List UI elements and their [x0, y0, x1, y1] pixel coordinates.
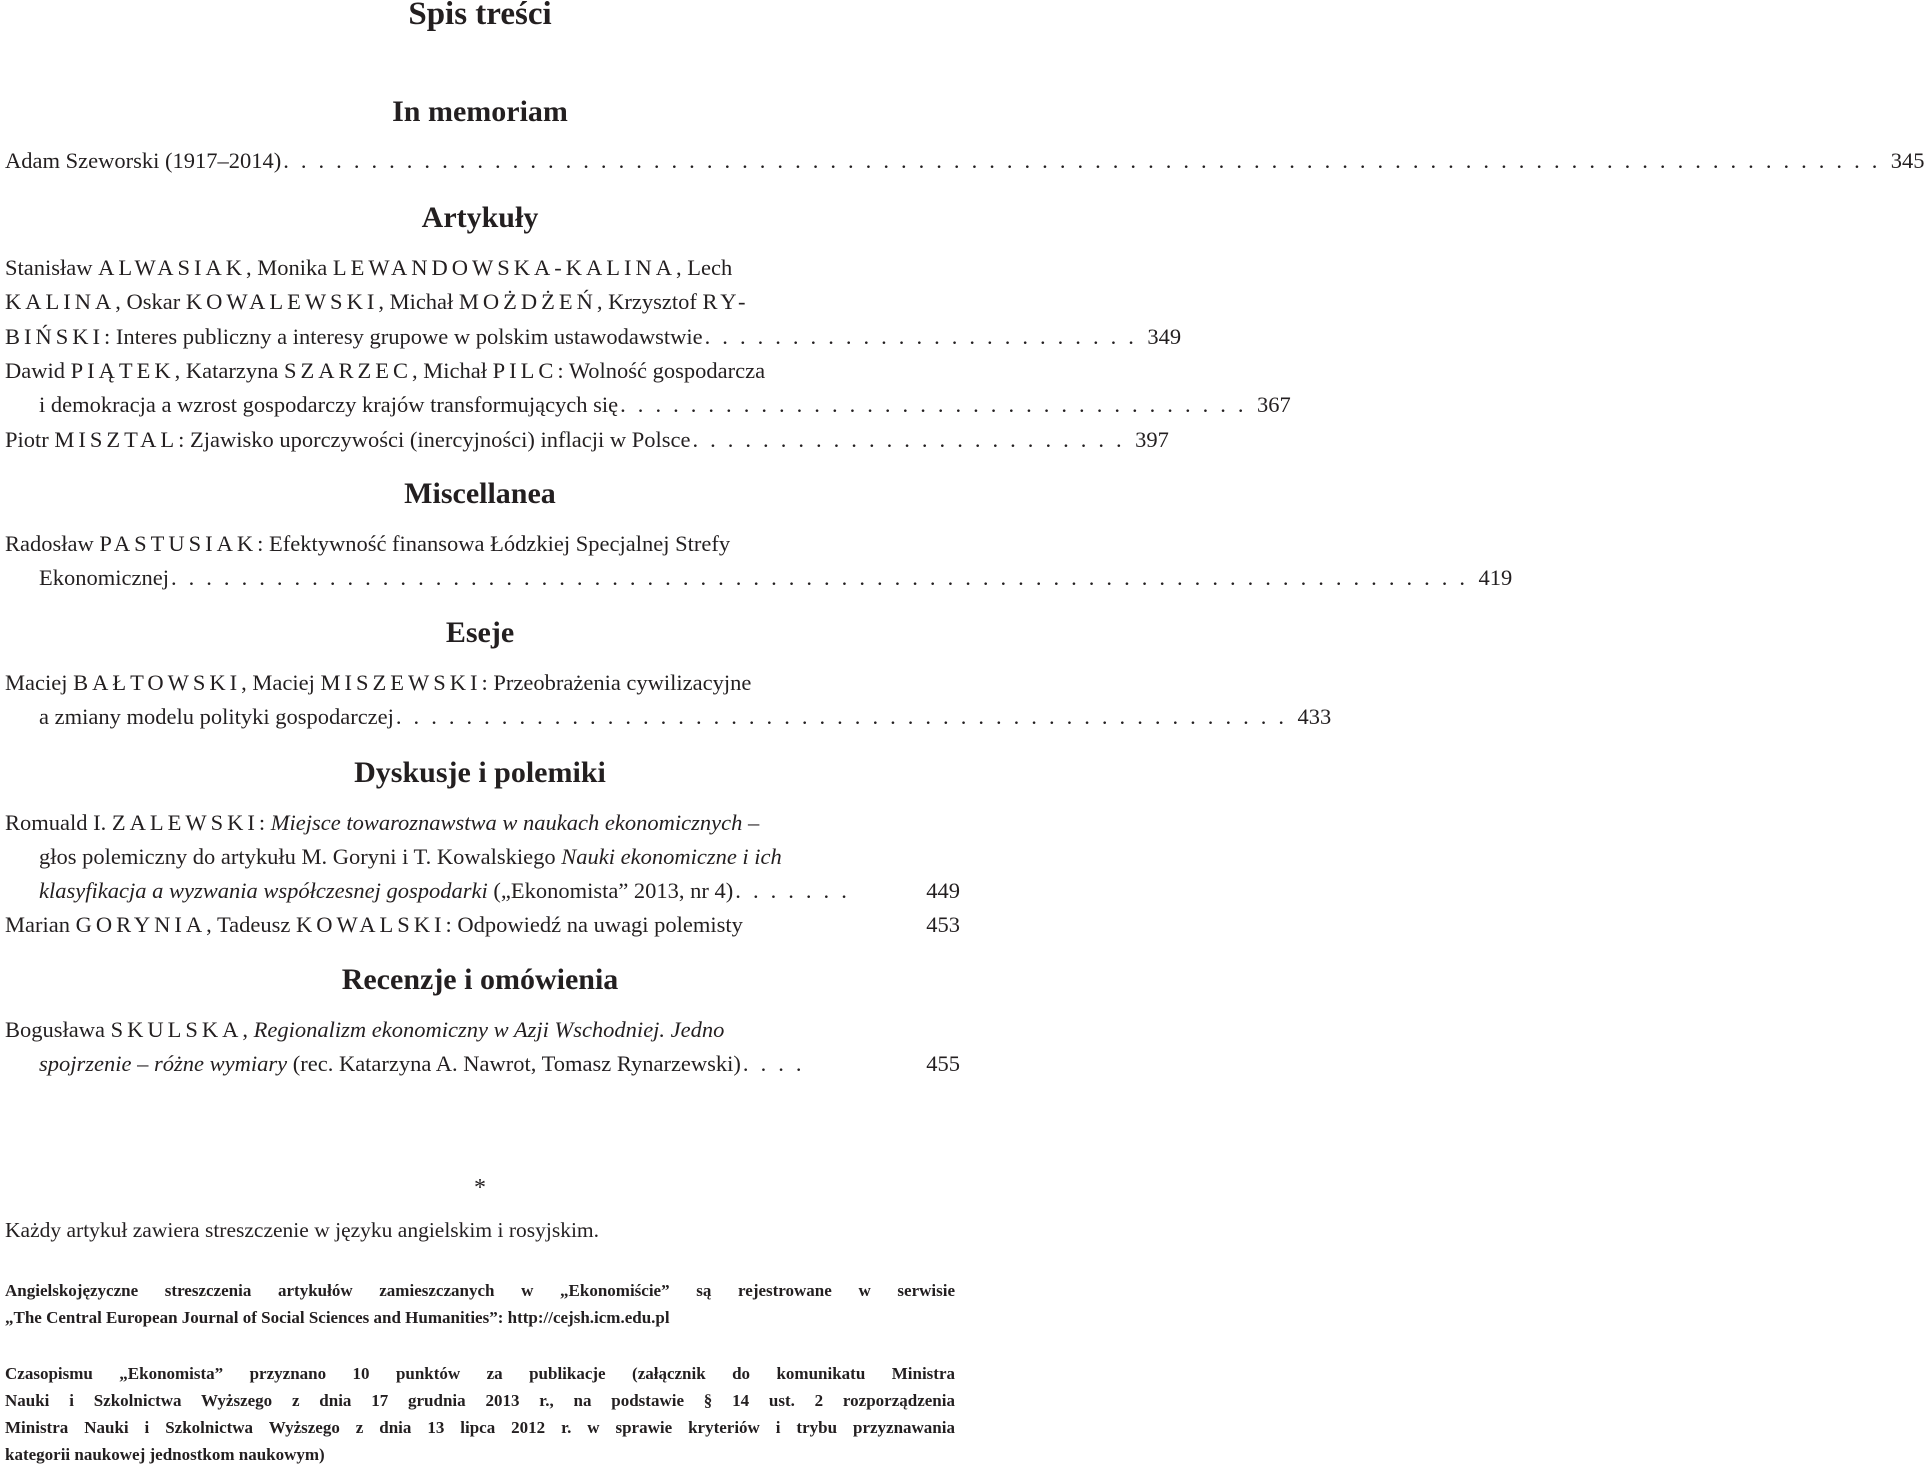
dot-leader: . . . . . . . . . . . . . . . . . . . . . . . . . . . . . . . . . . . . . . . . . . . . . . . . . . . . . . . . . . . . . . . . . . . . . . . . . . . . . . . . . . . . . . . . . . . — [283, 148, 1881, 173]
author-last: MISZEWSKI — [320, 670, 482, 695]
entry-title: : — [258, 810, 271, 835]
author-first: , Oskar — [115, 289, 186, 314]
section-heading-dyskusje: Dyskusje i polemiki — [354, 756, 606, 789]
page-number: 345 — [1890, 148, 1925, 173]
author-last: SZARZEC — [283, 358, 412, 383]
author-last: PIĄTEK — [70, 358, 175, 383]
toc-entry-baltowski-line1[interactable] — [5, 666, 883, 700]
toc-entry-pastusiak-line1[interactable] — [5, 527, 883, 561]
entry-title-italic: klasyfikacja a wyzwania współczesnej gospodarki — [39, 878, 488, 903]
entry-title: a zmiany modelu polityki gospodarczej — [39, 704, 394, 729]
entry-title: Adam Szeworski (1917–2014) — [5, 148, 282, 173]
author-first: , Michał — [378, 289, 459, 314]
author-last: BAŁTOWSKI — [73, 670, 242, 695]
summary-note: Każdy artykuł zawiera streszczenie w języku angielskim i rosyjskim. — [5, 1218, 600, 1242]
dot-leader: . . . . . . . . . . . . . . . . . . . . . . . . . — [704, 324, 1138, 349]
toc-entry-alwasiak-line1[interactable] — [5, 251, 883, 285]
page-number: 453 — [926, 912, 960, 937]
points-note-line1: Czasopismu „Ekonomista” przyznano 10 punktów za publikacje (załącznik do komunikatu Ministra — [5, 1364, 955, 1383]
points-note-line3: Ministra Nauki i Szkolnictwa Wyższego z dnia 13 lipca 2012 r. w sprawie kryteriów i trybu przyznawania — [5, 1418, 955, 1437]
toc-entry-zalewski-line1[interactable] — [5, 806, 883, 840]
author-last: LEWANDOWSKA-KALINA — [332, 255, 677, 280]
entry-title-italic: Regionalizm ekonomiczny w Azji Wschodniej. Jedno — [253, 1017, 725, 1042]
author-first: Maciej — [5, 670, 74, 695]
toc-entry-gorynia[interactable] — [5, 908, 960, 942]
author-first: Stanisław — [5, 255, 99, 280]
author-last: KALINA — [5, 289, 116, 314]
author-first: Romuald I. — [5, 810, 112, 835]
section-heading-artykuly: Artykuły — [421, 201, 539, 234]
points-note-line2: Nauki i Szkolnictwa Wyższego z dnia 17 grudnia 2013 r., na podstawie § 14 ust. 2 rozporządzenia — [5, 1391, 955, 1410]
entry-title-italic: Nauki ekonomiczne i ich — [561, 844, 782, 869]
cejsh-note-line1: Angielskojęzyczne streszczenia artykułów zamieszczanych w „Ekonomiście” są rejestrowane w serwisie — [5, 1281, 955, 1300]
page-number: 397 — [1135, 427, 1169, 452]
entry-title: , — [242, 1017, 254, 1042]
author-first: , Michał — [411, 358, 493, 383]
dot-leader: . . . . . . . . . . . . . . . . . . . . . . . . . . . . . . . . . . . . . . . . . . . . . . . . . . . . . . . . . . . . . . . . . . . . . . . . . . — [170, 565, 1469, 590]
author-first: Radosław — [5, 531, 100, 556]
toc-entry-misztal[interactable] — [5, 423, 1169, 457]
entry-title: : Przeobrażenia cywilizacyjne — [481, 670, 752, 695]
toc-entry-skulska-line2[interactable] — [39, 1047, 960, 1081]
entry-title: (rec. Katarzyna A. Nawrot, Tomasz Rynarzewski) — [287, 1051, 741, 1076]
author-first: Piotr — [5, 427, 55, 452]
author-last: MOŻDŻEŃ — [458, 289, 597, 314]
toc-entry-zalewski-line3[interactable] — [39, 874, 960, 908]
entry-title: : Odpowiedź na uwagi polemisty — [445, 912, 743, 937]
author-last: GORYNIA — [75, 912, 207, 937]
author-first: , Krzysztof — [596, 289, 703, 314]
dot-leader: . . . . . . . . . . . . . . . . . . . . . . . . . — [692, 427, 1125, 452]
author-last: KOWALEWSKI — [185, 289, 379, 314]
dot-leader: . . . . . . . . . . . . . . . . . . . . . . . . . . . . . . . . . . . . — [620, 392, 1247, 417]
toc-entry-pastusiak-line2[interactable] — [39, 561, 1513, 595]
author-first: , Tadeusz — [206, 912, 296, 937]
entry-title-italic: Miejsce towaroznawstwa w naukach ekonomicznych – — [270, 810, 760, 835]
author-first: Bogusława — [5, 1017, 111, 1042]
toc-entry-baltowski-line2[interactable] — [39, 700, 1332, 734]
author-last: PASTUSIAK — [99, 531, 258, 556]
entry-title: : Wolność gospodarcza — [557, 358, 766, 383]
section-heading-eseje: Eseje — [445, 616, 515, 649]
page-number: 367 — [1256, 392, 1291, 417]
author-last: PILC — [492, 358, 558, 383]
author-first: Marian — [5, 912, 76, 937]
page-number: 419 — [1478, 565, 1513, 590]
toc-entry-alwasiak-line3[interactable] — [5, 320, 1182, 354]
author-first: , Monika — [245, 255, 333, 280]
toc-entry-piatek-line2[interactable] — [39, 388, 1291, 422]
toc-entry-alwasiak-line2[interactable] — [5, 285, 883, 319]
entry-title-italic: spojrzenie – różne wymiary — [39, 1051, 288, 1076]
entry-title: : Interes publiczny a interesy grupowe w polskim ustawodawstwie — [104, 324, 703, 349]
entry-title: i demokracja a wzrost gospodarczy krajów transformujących się — [39, 392, 619, 417]
page-number: 349 — [1147, 324, 1182, 349]
entry-title: Ekonomicznej — [39, 565, 169, 590]
author-first: , Katarzyna — [174, 358, 284, 383]
toc-entry-zalewski-line2[interactable] — [39, 840, 884, 874]
page-number: 455 — [926, 1051, 960, 1076]
entry-title: głos polemiczny do artykułu M. Goryni i T. Kowalskiego — [39, 844, 562, 869]
page-number: 449 — [926, 878, 960, 903]
author-first: , Lech — [676, 255, 733, 280]
author-last: RY- — [702, 289, 750, 314]
author-first: , Maciej — [241, 670, 321, 695]
dot-leader: . . . . . . . — [735, 878, 851, 903]
entry-title: : Zjawisko uporczywości (inercyjności) inflacji w Polsce — [178, 427, 691, 452]
toc-entry-piatek-line1[interactable] — [5, 354, 883, 388]
section-heading-in-memoriam: In memoriam — [392, 95, 568, 128]
dot-leader: . . . . — [742, 1051, 805, 1076]
points-note-line4: kategorii naukowej jednostkom naukowym) — [5, 1445, 325, 1464]
cejsh-note-line2: „The Central European Journal of Social Sciences and Humanities”: http://cejsh.icm.edu.pl — [5, 1308, 670, 1327]
author-last: KOWALSKI — [295, 912, 446, 937]
entry-title: („Ekonomista” 2013, nr 4) — [487, 878, 734, 903]
author-last: ALWASIAK — [98, 255, 246, 280]
section-heading-miscellanea: Miscellanea — [404, 477, 556, 510]
page-number: 433 — [1297, 704, 1332, 729]
entry-title: : Efektywność finansowa Łódzkiej Specjalnej Strefy — [257, 531, 731, 556]
author-last: ZALEWSKI — [111, 810, 259, 835]
author-last: BIŃSKI — [5, 324, 105, 349]
author-last: MISZTAL — [54, 427, 179, 452]
author-last: SKULSKA — [110, 1017, 243, 1042]
section-heading-recenzje: Recenzje i omówienia — [341, 963, 619, 996]
toc-entry-szeworski[interactable] — [5, 144, 1925, 178]
toc-entry-skulska-line1[interactable] — [5, 1013, 883, 1047]
dot-leader: . . . . . . . . . . . . . . . . . . . . . . . . . . . . . . . . . . . . . . . . . . . . . . . . . . . — [395, 704, 1288, 729]
author-first: Dawid — [5, 358, 71, 383]
page-title: Spis treści — [408, 0, 552, 32]
asterisk-separator: * — [474, 1175, 486, 1201]
